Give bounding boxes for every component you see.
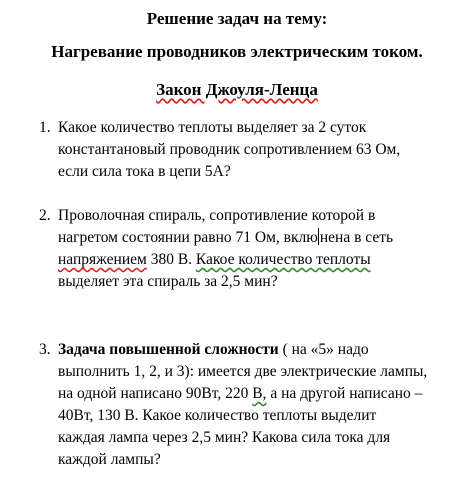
task-3-line-5: каждая лампа через 2,5 мин? Какова сила тока для: [58, 429, 391, 446]
task-3-number: 3.: [39, 341, 51, 358]
task-2-line-2: [58, 227, 393, 249]
task-2-line-3a: напряжением: [58, 251, 147, 268]
title-line-3-text: Закон Джоуля-Ленца: [156, 80, 318, 99]
task-3-line-3: [58, 383, 422, 405]
title-line-1: Решение задач на тему:: [146, 9, 328, 28]
task-2-line-4: выделяет эта спираль за 2,5 мин?: [58, 273, 278, 290]
title-line-3: [0, 80, 474, 100]
task-2-line-2b: нена в сеть: [319, 229, 394, 246]
task-2-line-3c: Какое количество теплоты: [195, 251, 371, 268]
task-1-number: 1.: [39, 119, 51, 136]
task-2-number: 2.: [39, 207, 51, 224]
task-1-line-1: Какое количество теплоты выделяет за 2 суток: [58, 119, 367, 136]
title-line-2: Нагревание проводников электрическим током.: [51, 42, 423, 61]
task-3-line-4: 40Вт, 130 В. Какое количество теплоты выделит: [58, 407, 377, 424]
task-3-line-3c: а на другой написано –: [266, 385, 423, 402]
task-3-line-6: каждой лампы?: [58, 451, 161, 468]
task-3-line-2: выполнить 1, 2, и 3): имеется две электрические лампы,: [58, 363, 428, 380]
task-3-line-1-rest: ( на «5» надо: [278, 341, 369, 358]
task-3-line-1: [58, 339, 369, 361]
task-1-line-2: константановый проводник сопротивлением 63 Ом,: [58, 141, 401, 158]
task-3-line-3b: В,: [252, 385, 267, 402]
task-2-line-1: Проволочная спираль, сопротивление которой в: [58, 207, 376, 224]
task-3-line-3a: на одной написано 90Вт, 220: [58, 385, 253, 402]
task-2-line-2a: нагретом состоянии равно 71 Ом, вклю: [58, 229, 318, 246]
task-1-line-3: если сила тока в цепи 5А?: [58, 163, 231, 180]
task-2-line-3: [58, 249, 371, 271]
task-2-line-3b: 380 В.: [146, 251, 196, 268]
task-3-bold-lead: Задача повышенной сложности: [58, 341, 279, 358]
